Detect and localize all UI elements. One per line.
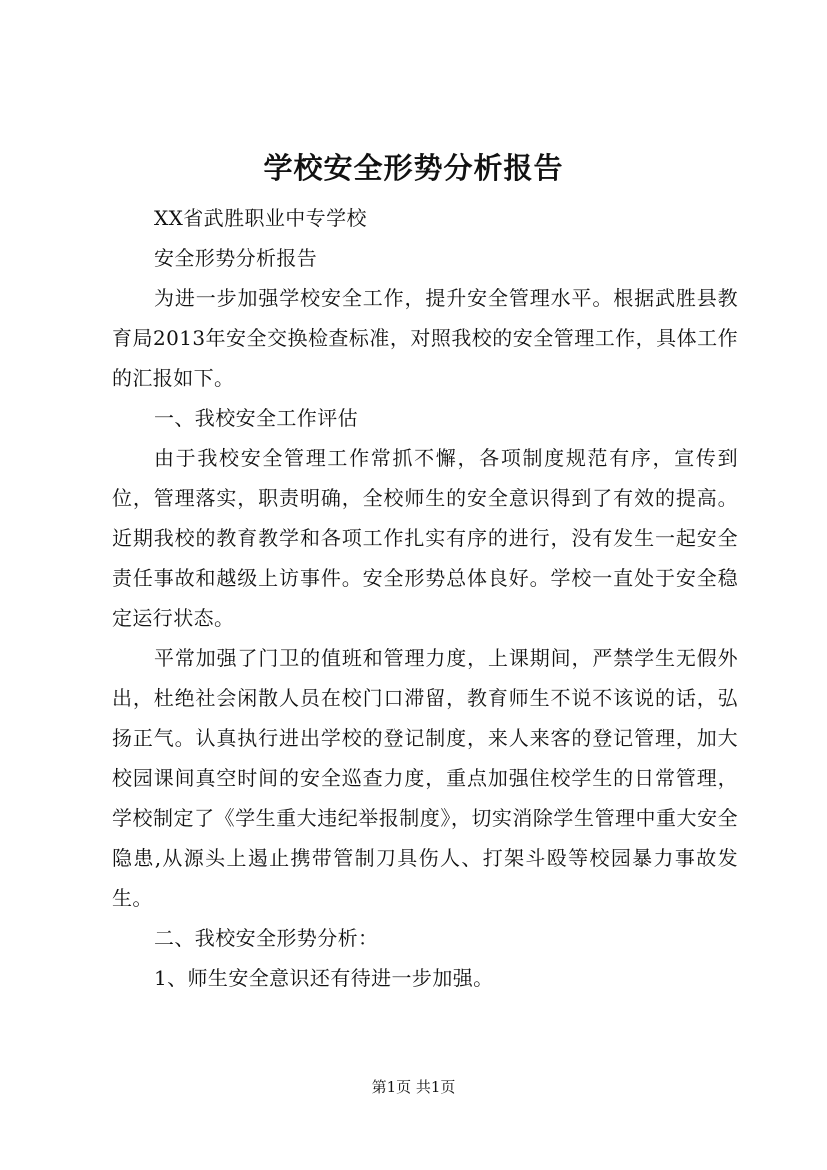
section-heading-2: 二、我校安全形势分析： [154, 926, 379, 950]
management-paragraph: 平常加强了门卫的值班和管理力度，上课期间，严禁学生无假外出，杜绝社会闲散人员在校门口滞留，教育师生不说不该说的话，弘扬正气。认真执行进出学校的登记制度，来人来客的登记管理，加大校园课间真空时间的安全巡查力度，重点加强住校学生的日常管理，学校制定了《学生重大违纪举报制度》，切实消除学生管理中重大安全隐患,从源头上遏止携带管制刀具伤人、打架斗殴等校园暴力事故发生。 [112, 646, 738, 910]
section-heading-1: 一、我校安全工作评估 [154, 406, 358, 430]
page-number-label: 第1页 共1页 [371, 1078, 456, 1096]
report-subtitle-line: 安全形势分析报告 [154, 246, 318, 270]
document-body [112, 198, 738, 998]
assessment-paragraph: 由于我校安全管理工作常抓不懈，各项制度规范有序，宣传到位，管理落实，职责明确，全校师生的安全意识得到了有效的提高。近期我校的教育教学和各项工作扎实有序的进行，没有发生一起安全责任事故和越级上访事件。安全形势总体良好。学校一直处于安全稳定运行状态。 [112, 446, 738, 630]
intro-paragraph: 为进一步加强学校安全工作，提升安全管理水平。根据武胜县教育局2013年安全交换检查标准，对照我校的安全管理工作，具体工作的汇报如下。 [112, 286, 738, 390]
school-name-line: XX省武胜职业中专学校 [154, 206, 367, 230]
analysis-item-1: 1、师生安全意识还有待进一步加强。 [154, 966, 494, 990]
page-footer [0, 1077, 827, 1097]
document-title: 学校安全形势分析报告 [263, 151, 564, 185]
